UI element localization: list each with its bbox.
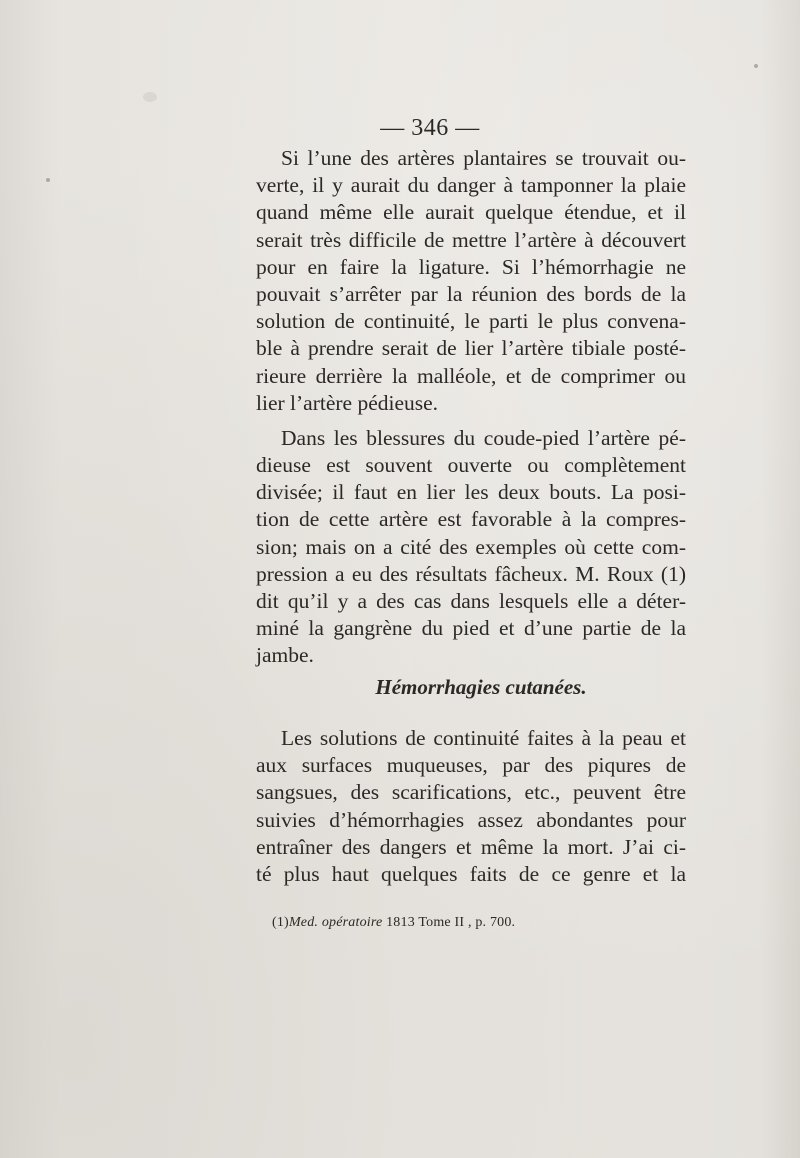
section-heading xyxy=(256,675,686,700)
page-number xyxy=(0,115,800,142)
text-line: lier l’artère pédieuse. xyxy=(256,390,439,415)
text-line: entraîner des dangers et même la mort. J’ai ci- xyxy=(256,834,686,859)
text-line: solution de continuité, le parti le plus convena- xyxy=(256,309,686,334)
text-line: aux surfaces muqueuses, par des piqures de xyxy=(256,753,686,778)
footnote xyxy=(272,915,515,931)
text-line: pouvait s’arrêter par la réunion des bords de la xyxy=(256,281,686,306)
text-line: jambe. xyxy=(256,643,314,668)
text-line: té plus haut quelques faits de ce genre et la xyxy=(256,861,686,886)
text-line: quand même elle aurait quelque étendue, et il xyxy=(256,200,686,225)
text-line: Si l’une des artères plantaires se trouvait ou- xyxy=(281,146,686,170)
text-line: suivies d’hémorrhagies assez abondantes pour xyxy=(256,807,686,832)
text-line: Les solutions de continuité faites à la peau et xyxy=(281,726,686,750)
text-line: verte, il y aurait du danger à tamponner la plaie xyxy=(256,173,686,198)
footnote-marker: (1) xyxy=(272,915,289,930)
text-line: Dans les blessures du coude-pied l’artère pé- xyxy=(281,425,686,450)
text-line: rieure derrière la malléole, et de comprimer ou xyxy=(256,363,686,388)
text-line: ble à prendre serait de lier l’artère tibiale posté- xyxy=(256,336,686,361)
paper-stain xyxy=(143,92,157,102)
text-line: divisée; il faut en lier les deux bouts. La posi- xyxy=(256,480,686,505)
text-line: tion de cette artère est favorable à la compres- xyxy=(256,507,686,532)
paragraph-solutions-continuite xyxy=(256,725,686,888)
page-number-text: — 346 — xyxy=(380,115,480,141)
text-line: dit qu’il y a des cas dans lesquels elle a déter- xyxy=(256,589,686,613)
paper-stain xyxy=(754,64,758,68)
text-line: miné la gangrène du pied et d’une partie de la xyxy=(256,616,686,641)
section-heading-text: Hémorrhagies cutanées. xyxy=(375,675,587,699)
paper-stain xyxy=(46,178,50,182)
text-line: serait très difficile de mettre l’artère à découvert xyxy=(256,227,686,252)
text-line: pour en faire la ligature. Si l’hémorrhagie ne xyxy=(256,254,686,279)
paragraph-arteres-plantaires xyxy=(256,145,686,670)
text-line: sangsues, des scarifications, etc., peuvent être xyxy=(256,780,686,805)
footnote-work: Med. opératoire xyxy=(288,915,383,930)
text-line: sion; mais on a cité des exemples où cette com- xyxy=(256,534,686,559)
text-line: dieuse est souvent ouverte ou complètement xyxy=(256,453,686,478)
footnote-reference: 1813 Tome II , p. 700. xyxy=(382,915,516,930)
text-line: pression a eu des résultats fâcheux. M. Roux (1) xyxy=(256,561,686,586)
